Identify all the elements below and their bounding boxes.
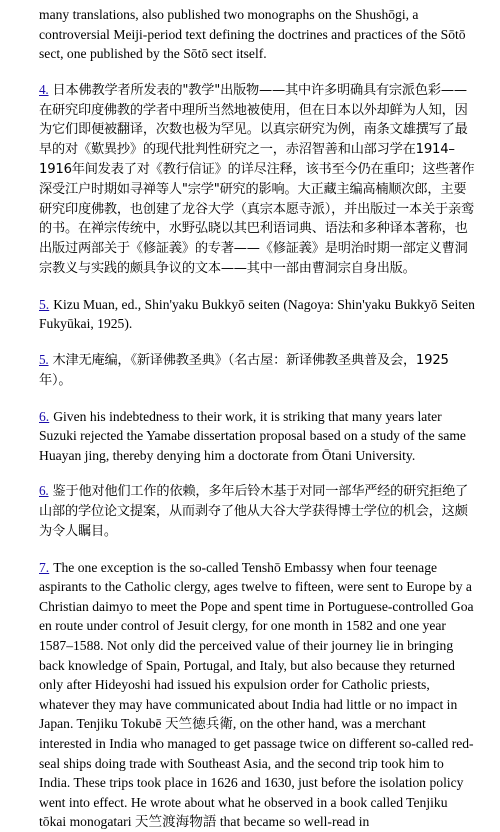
paragraph-text: Kizu Muan, ed., Shin'yaku Bukkyō seiten (Nagoya: Shin'yaku Bukkyō Seiten Fukyūkai, 1925). xyxy=(39,296,475,332)
footnote-link-6[interactable]: 6. xyxy=(39,408,50,424)
paragraph-text: 鉴于他对他们工作的依赖，多年后铃木基于对同一部华严经的研究拒绝了山部的学位论文提案，从而剥夺了他从大谷大学获得博士学位的机会，这颇为令人瞩目。 xyxy=(39,484,469,539)
paragraph-continuation xyxy=(39,5,476,64)
paragraph-text: 木津无庵编，《新译佛教圣典》（名古屋：新译佛教圣典普及会，1925年）。 xyxy=(39,352,449,388)
footnote-link-7[interactable]: 7. xyxy=(39,559,50,575)
footnote-5-chinese xyxy=(39,350,476,391)
footnote-link-5[interactable]: 5. xyxy=(39,296,50,312)
footnote-7-english xyxy=(39,558,476,832)
footnote-link-5[interactable]: 5. xyxy=(39,351,49,367)
footnote-6-english xyxy=(39,407,476,466)
footnote-4-chinese xyxy=(39,80,476,279)
footnote-6-chinese xyxy=(39,481,476,541)
footnote-5-english xyxy=(39,295,476,334)
paragraph-text: many translations, also published two monographs on the Shushōgi, a controversial Meiji-period text defining the doctrines and practices of the Sōtō sect, one published by the Sōtō sect itself. xyxy=(39,7,466,62)
footnote-link-4[interactable]: 4. xyxy=(39,81,49,97)
document-page xyxy=(0,5,500,832)
paragraph-text: The one exception is the so-called Tenshō Embassy when four teenage aspirants to the Catholic clergy, ages twelve to fifteen, were sent to Europe by a Christian daimyo to meet the Pope and spent time in Portuguese-controlled Goa en route under control of Jesuit clergy, for one month in 1582 and one year 1587–1588. Not only did the perceived value of their journey lie in bringing back knowledge of Spain, Portugal, and Italy, but also because they returned only after Hideyoshi had issued his expulsion order for Catholic priests, whatever they may have communicated about India had little or no impact in Japan. Tenjiku Tokubē 天竺徳兵衛, on the other hand, was a merchant interested in India who managed to get passage twice on different so-called red-seal ships doing trade with Southeast Asia, and the second trip took him to India. These trips took place in 1626 and 1630, just before the isolation policy went into effect. He wrote about what he observed in a book called Tenjiku tōkai monogatari 天竺渡海物語 that became so well-read in xyxy=(39,559,474,830)
footnote-link-6[interactable]: 6. xyxy=(39,483,49,499)
paragraph-text: 日本佛教学者所发表的"教学"出版物——其中许多明确具有宗派色彩——在研究印度佛教的学者中理所当然地被使用，但在日本以外却鲜为人知，因为它们即便被翻译，次数也极为罕见。以真宗研究为例，南条文雄撰写了最早的对《歎異抄》的现代批判性研究之一，赤沼智善和山部习学在1914–1916年间发表了对《教行信证》的详尽注释，该书至今仍在重印；这些著作深受江户时期如寻禅等人"宗学"研究的影响。大正藏主编高楠顺次郎，主要研究印度佛教，也创建了龙谷大学（真宗本愿寺派），并出版过一本关于亲鸾的书。在禅宗传统中，水野弘晓以其巴利语词典、语法和多种译本著称，也出版过两部关于《修証義》的专著——《修証義》是明治时期一部定义曹洞宗教义与实践的颇具争议的文本——其中一部由曹洞宗自身出版。 xyxy=(39,82,475,276)
paragraph-text: Given his indebtedness to their work, it is striking that many years later Suzuki rejected the Yamabe dissertation proposal based on a study of the same Huayan jing, thereby denying him a doctorate from Ōtani University. xyxy=(39,408,466,463)
